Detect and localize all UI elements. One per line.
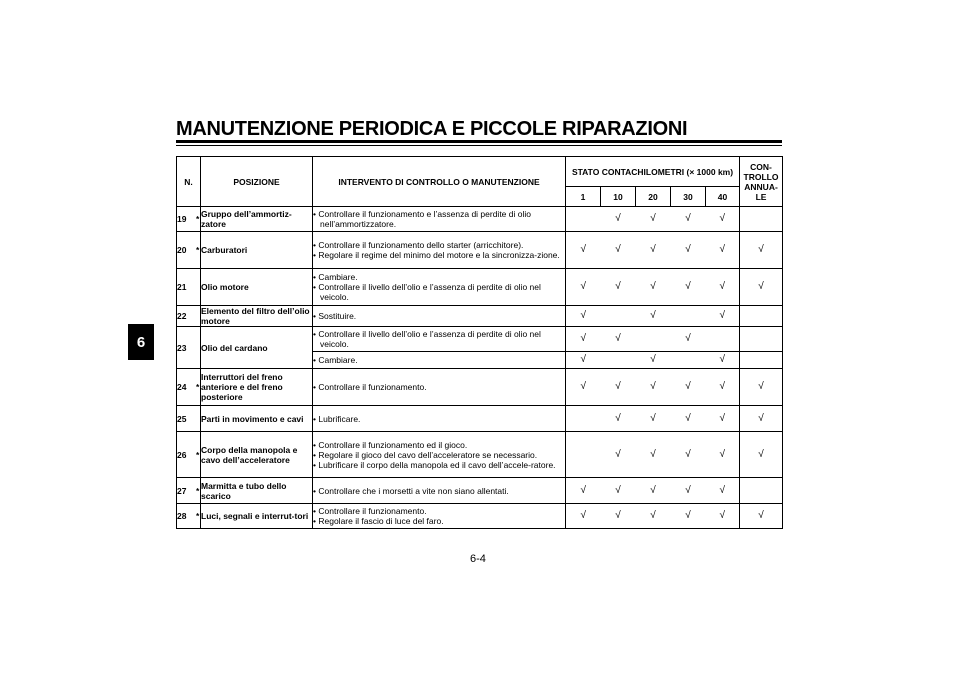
- km-check-cell: [636, 232, 671, 269]
- km-check-cell: [706, 327, 740, 352]
- check-mark-icon: √: [650, 381, 656, 392]
- km-check-cell: [706, 269, 740, 306]
- km-check-cell: [706, 232, 740, 269]
- header-intervento: INTERVENTO DI CONTROLLO O MANUTENZIONE: [313, 157, 566, 207]
- bullet-icon: •: [313, 355, 316, 365]
- action-text: Regolare il fascio di luce del faro.: [318, 516, 444, 526]
- title-rule: [176, 140, 782, 143]
- check-mark-icon: √: [719, 510, 726, 521]
- row-number: 20: [177, 245, 187, 255]
- row-number-cell: [177, 232, 201, 269]
- check-mark-icon: √: [685, 381, 691, 392]
- asterisk-mark: *: [196, 449, 200, 460]
- check-mark-icon: √: [580, 310, 586, 321]
- action-text: Regolare il gioco del cavo dell’acceleratore se necessario.: [318, 449, 538, 460]
- km-check-cell: [671, 478, 706, 504]
- row-number: 21: [177, 282, 187, 292]
- km-check-cell: [601, 369, 636, 406]
- km-check-cell: [706, 478, 740, 504]
- km-check-cell: [671, 406, 706, 432]
- check-mark-icon: √: [758, 244, 764, 255]
- km-check-cell: [636, 327, 671, 352]
- header-km-20: 20: [636, 187, 671, 207]
- action-text: Controllare il livello dell’olio e l’assenza di perdite di olio nel veicolo.: [318, 329, 541, 349]
- bullet-icon: •: [313, 485, 316, 496]
- km-check-cell: [671, 432, 706, 478]
- km-check-cell: [601, 269, 636, 306]
- table-row: [177, 269, 783, 306]
- posizione-cell: Corpo della manopola e cavo dell’acceleratore: [201, 432, 313, 478]
- km-check-cell: [671, 369, 706, 406]
- action-item: [313, 382, 565, 392]
- annual-check-cell: [740, 207, 783, 232]
- table-row: [177, 232, 783, 269]
- km-check-cell: [671, 207, 706, 232]
- action-text: Regolare il regime del minimo del motore e la sincronizza-zione.: [318, 250, 560, 260]
- posizione-cell: Carburatori: [201, 232, 313, 269]
- table-row: [177, 207, 783, 232]
- chapter-tab: 6: [128, 324, 154, 360]
- km-check-cell: [601, 504, 636, 529]
- check-mark-icon: √: [650, 412, 656, 424]
- check-mark-icon: √: [580, 484, 586, 496]
- check-mark-icon: √: [685, 510, 691, 521]
- action-item: [313, 450, 565, 460]
- check-mark-icon: √: [615, 412, 621, 424]
- km-check-cell: [706, 369, 740, 406]
- check-mark-icon: √: [580, 354, 586, 365]
- action-text: Controllare il funzionamento.: [318, 506, 427, 516]
- posizione-cell: Luci, segnali e interrut-tori: [201, 504, 313, 529]
- check-mark-icon: √: [685, 333, 691, 344]
- km-check-cell: [566, 269, 601, 306]
- check-mark-icon: √: [650, 213, 656, 224]
- check-mark-icon: √: [685, 281, 691, 292]
- km-check-cell: [671, 269, 706, 306]
- table-row: [177, 327, 783, 352]
- check-mark-icon: √: [580, 244, 586, 255]
- row-number: 19: [177, 214, 187, 224]
- check-mark-icon: √: [650, 510, 656, 521]
- check-mark-icon: √: [650, 448, 656, 460]
- check-mark-icon: √: [615, 484, 621, 496]
- bullet-icon: •: [313, 382, 316, 392]
- action-item: [313, 486, 565, 496]
- header-controllo-annuale: CON-TROLLO ANNUA-LE: [740, 157, 783, 207]
- table-row: [177, 432, 783, 478]
- action-item: [313, 282, 565, 302]
- km-check-cell: [636, 406, 671, 432]
- check-mark-icon: √: [580, 510, 586, 521]
- action-text: Controllare che i morsetti a vite non siano allentati.: [318, 485, 509, 496]
- action-text: Cambiare.: [318, 272, 358, 282]
- header-km-40: 40: [706, 187, 740, 207]
- bullet-icon: •: [313, 516, 316, 526]
- table-row: [177, 478, 783, 504]
- table-row: [177, 504, 783, 529]
- check-mark-icon: √: [719, 244, 726, 255]
- posizione-cell: Marmitta e tubo dello scarico: [201, 478, 313, 504]
- km-check-cell: [566, 327, 601, 352]
- check-mark-icon: √: [685, 412, 691, 424]
- check-mark-icon: √: [758, 448, 764, 460]
- page-title: MANUTENZIONE PERIODICA E PICCOLE RIPARAZIONI: [176, 118, 688, 140]
- check-mark-icon: √: [758, 412, 764, 424]
- bullet-icon: •: [313, 439, 316, 450]
- check-mark-icon: √: [719, 354, 726, 365]
- check-mark-icon: √: [685, 484, 691, 496]
- annual-check-cell: [740, 269, 783, 306]
- check-mark-icon: √: [758, 381, 764, 392]
- table-row: [177, 369, 783, 406]
- header-stato-contachilometri: STATO CONTACHILOMETRI (× 1000 km): [566, 157, 740, 187]
- km-check-cell: [671, 306, 706, 327]
- bullet-icon: •: [313, 329, 316, 339]
- annual-check-cell: [740, 327, 783, 352]
- row-number-cell: [177, 207, 201, 232]
- km-check-cell: [706, 306, 740, 327]
- action-item: [313, 355, 565, 365]
- row-number: 23: [177, 342, 187, 353]
- check-mark-icon: √: [650, 244, 656, 255]
- km-check-cell: [601, 352, 636, 369]
- annual-check-cell: [740, 406, 783, 432]
- km-check-cell: [601, 207, 636, 232]
- header-posizione: POSIZIONE: [201, 157, 313, 207]
- check-mark-icon: √: [615, 281, 621, 292]
- action-item: [313, 460, 565, 470]
- km-check-cell: [601, 232, 636, 269]
- header-km-1: 1: [566, 187, 601, 207]
- action-item: [313, 506, 565, 516]
- asterisk-mark: *: [196, 485, 200, 496]
- row-number-cell: [177, 478, 201, 504]
- title-rule-thin: [176, 145, 782, 146]
- check-mark-icon: √: [719, 281, 726, 292]
- annual-check-cell: [740, 432, 783, 478]
- km-check-cell: [636, 504, 671, 529]
- intervento-cell: [313, 504, 566, 529]
- action-item: [313, 516, 565, 526]
- action-item: [313, 329, 565, 349]
- bullet-icon: •: [313, 311, 316, 321]
- check-mark-icon: √: [719, 448, 726, 460]
- action-item: [313, 414, 565, 424]
- bullet-icon: •: [313, 282, 316, 292]
- bullet-icon: •: [313, 449, 316, 460]
- intervento-cell: [313, 432, 566, 478]
- action-item: [313, 240, 565, 250]
- intervento-cell: [313, 232, 566, 269]
- annual-check-cell: [740, 306, 783, 327]
- km-check-cell: [706, 207, 740, 232]
- table-row: [177, 406, 783, 432]
- check-mark-icon: √: [580, 281, 586, 292]
- action-text: Controllare il funzionamento e l’assenza di perdite di olio nell’ammortizzatore.: [318, 209, 531, 229]
- km-check-cell: [601, 432, 636, 478]
- action-item: [313, 209, 565, 229]
- check-mark-icon: √: [719, 484, 726, 496]
- header-n: N.: [177, 157, 201, 207]
- check-mark-icon: √: [719, 412, 726, 424]
- km-check-cell: [601, 478, 636, 504]
- check-mark-icon: √: [615, 213, 621, 224]
- check-mark-icon: √: [650, 310, 656, 321]
- km-check-cell: [706, 352, 740, 369]
- km-check-cell: [601, 406, 636, 432]
- row-number: 24: [177, 382, 187, 392]
- action-item: [313, 250, 565, 260]
- bullet-icon: •: [313, 459, 316, 470]
- action-text: Controllare il funzionamento.: [318, 382, 427, 392]
- row-number-cell: [177, 406, 201, 432]
- row-number-cell: [177, 432, 201, 478]
- check-mark-icon: √: [615, 333, 621, 344]
- action-text: Sostituire.: [318, 311, 357, 321]
- km-check-cell: [636, 269, 671, 306]
- asterisk-mark: *: [196, 214, 200, 224]
- check-mark-icon: √: [758, 281, 764, 292]
- action-text: Cambiare.: [318, 355, 358, 365]
- check-mark-icon: √: [615, 244, 621, 255]
- check-mark-icon: √: [685, 244, 691, 255]
- row-number: 27: [177, 485, 187, 496]
- km-check-cell: [566, 504, 601, 529]
- km-check-cell: [601, 327, 636, 352]
- km-check-cell: [566, 432, 601, 478]
- intervento-cell: [313, 352, 566, 369]
- intervento-cell: [313, 369, 566, 406]
- intervento-cell: [313, 207, 566, 232]
- bullet-icon: •: [313, 240, 316, 250]
- km-check-cell: [566, 369, 601, 406]
- posizione-cell: Interruttori del freno anteriore e del freno posteriore: [201, 369, 313, 406]
- header-km-10: 10: [601, 187, 636, 207]
- check-mark-icon: √: [580, 381, 586, 392]
- bullet-icon: •: [313, 506, 316, 516]
- action-item: [313, 272, 565, 282]
- km-check-cell: [636, 352, 671, 369]
- annual-check-cell: [740, 504, 783, 529]
- km-check-cell: [566, 406, 601, 432]
- km-check-cell: [566, 478, 601, 504]
- km-check-cell: [636, 432, 671, 478]
- action-text: Controllare il livello dell’olio e l’assenza di perdite di olio nel veicolo.: [318, 282, 541, 302]
- km-check-cell: [636, 207, 671, 232]
- action-text: Lubrificare il corpo della manopola ed il cavo dell’accele-ratore.: [318, 459, 556, 470]
- km-check-cell: [566, 207, 601, 232]
- asterisk-mark: *: [196, 382, 200, 392]
- km-check-cell: [706, 504, 740, 529]
- km-check-cell: [636, 369, 671, 406]
- asterisk-mark: *: [196, 245, 200, 255]
- km-check-cell: [706, 406, 740, 432]
- table-row: [177, 306, 783, 327]
- row-number-cell: [177, 369, 201, 406]
- check-mark-icon: √: [650, 354, 656, 365]
- posizione-cell: Elemento del filtro dell’olio motore: [201, 306, 313, 327]
- posizione-cell: Parti in movimento e cavi: [201, 406, 313, 432]
- check-mark-icon: √: [719, 310, 726, 321]
- bullet-icon: •: [313, 413, 316, 424]
- posizione-cell: Gruppo dell’ammortiz-zatore: [201, 207, 313, 232]
- annual-check-cell: [740, 232, 783, 269]
- km-check-cell: [671, 504, 706, 529]
- check-mark-icon: √: [580, 333, 586, 344]
- annual-check-cell: [740, 369, 783, 406]
- bullet-icon: •: [313, 250, 316, 260]
- km-check-cell: [671, 327, 706, 352]
- intervento-cell: [313, 306, 566, 327]
- annual-check-cell: [740, 478, 783, 504]
- intervento-cell: [313, 478, 566, 504]
- check-mark-icon: √: [615, 448, 621, 460]
- row-number-cell: [177, 306, 201, 327]
- row-number-cell: [177, 269, 201, 306]
- bullet-icon: •: [313, 272, 316, 282]
- check-mark-icon: √: [758, 510, 764, 521]
- row-number: 28: [177, 511, 187, 521]
- row-number: 26: [177, 449, 187, 460]
- bullet-icon: •: [313, 209, 316, 219]
- posizione-cell: Olio motore: [201, 269, 313, 306]
- page-number: 6-4: [470, 553, 486, 565]
- row-number-cell: [177, 504, 201, 529]
- action-text: Lubrificare.: [318, 413, 361, 424]
- header-km-30: 30: [671, 187, 706, 207]
- action-item: [313, 311, 565, 321]
- check-mark-icon: √: [685, 213, 691, 224]
- posizione-cell: Olio del cardano: [201, 327, 313, 369]
- check-mark-icon: √: [650, 281, 656, 292]
- intervento-cell: [313, 269, 566, 306]
- row-number: 25: [177, 413, 187, 424]
- row-number: 22: [177, 311, 187, 321]
- check-mark-icon: √: [685, 448, 691, 460]
- check-mark-icon: √: [719, 381, 726, 392]
- action-text: Controllare il funzionamento ed il gioco.: [318, 439, 468, 450]
- action-item: [313, 440, 565, 450]
- km-check-cell: [566, 352, 601, 369]
- check-mark-icon: √: [615, 381, 621, 392]
- km-check-cell: [636, 478, 671, 504]
- check-mark-icon: √: [650, 484, 656, 496]
- annual-check-cell: [740, 352, 783, 369]
- asterisk-mark: *: [196, 511, 200, 521]
- km-check-cell: [706, 432, 740, 478]
- km-check-cell: [636, 306, 671, 327]
- check-mark-icon: √: [615, 510, 621, 521]
- action-text: Controllare il funzionamento dello starter (arricchitore).: [318, 240, 524, 250]
- km-check-cell: [566, 306, 601, 327]
- km-check-cell: [671, 352, 706, 369]
- maintenance-table: [176, 156, 783, 529]
- intervento-cell: [313, 327, 566, 352]
- km-check-cell: [601, 306, 636, 327]
- check-mark-icon: √: [719, 213, 726, 224]
- km-check-cell: [566, 232, 601, 269]
- intervento-cell: [313, 406, 566, 432]
- row-number-cell: [177, 327, 201, 369]
- km-check-cell: [671, 232, 706, 269]
